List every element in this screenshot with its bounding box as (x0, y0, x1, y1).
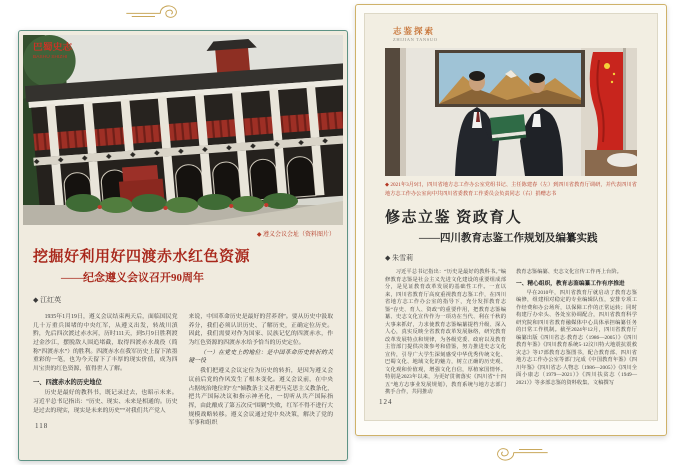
left-body-column-1 (33, 313, 178, 429)
left-article-subtitle: ——纪念遵义会议召开90周年 (61, 272, 204, 284)
paragraph: 来说，中国革命历史是最好的营养剂”。要从历史中汲取养分，我们必须认识历史、了解历史，正确定位历史。因此，我们需要对作为国家、民族记忆的四渡赤水，作为红色资源的四渡赤水给予恰当的历史定位。 (188, 314, 333, 347)
section-heading: 一、四渡赤水的历史地位 (33, 378, 102, 386)
cloud-ornament-icon (488, 443, 550, 465)
right-page-number: 124 (379, 398, 393, 406)
paragraph: 教育志鉴编纂、史志文化宣传工作再上台阶。 (516, 269, 622, 276)
left-article-title: 挖掘好利用好四渡赤水红色资源 (33, 249, 251, 265)
photo-watermark: 巴蜀史志 (32, 42, 73, 53)
italic-subheading: （一）在党史上的地位：是中国革命历史转折的关键一役 (188, 349, 333, 365)
right-article-title: 修志立鉴 资政育人 (385, 210, 523, 227)
cloud-ornament-icon (124, 1, 186, 23)
right-article-author: ◆ 朱雪莉 (385, 254, 414, 263)
right-body-column-1 (385, 269, 506, 398)
photo-watermark-sub: BASHU SHIZHI (32, 55, 68, 60)
right-page (355, 4, 667, 436)
paragraph: 1935年1月19日，遵义会议结束两天后，面临国民党几十万重兵围堵的中央红军，从遵义出发，转战川滇黔，先后四次渡过赤水河，历时111天，到5月9日胜利渡过金沙江，摆脱敌人围追堵截，取得四渡赤水战役（简称“四渡赤水”）的胜利。四渡赤水在我军历史上留下浓墨重彩的一笔，也为今天留下了丰厚的现实价值，成为四川宝贵的红色资源，值得世人了解。 (33, 314, 178, 373)
donation-ceremony-photo (385, 48, 637, 176)
left-article-author: ◆ 江红英 (33, 296, 62, 304)
section-pinyin: ZHIJIAN TANSUO (393, 36, 438, 42)
donation-ceremony-photo (385, 48, 637, 176)
left-body-columns (33, 313, 333, 429)
right-body-columns (385, 269, 637, 398)
section-heading: 一、精心组织，教育志鉴编纂工作有序推进 (516, 280, 625, 287)
left-photo-caption: ◆ 遵义会议会址（资料图片） (256, 232, 335, 238)
zunyi-building-photo (23, 35, 343, 225)
left-page-number: 118 (35, 422, 49, 430)
left-page (18, 30, 348, 461)
zunyi-building-photo (23, 35, 343, 225)
cloud-ornament-icon (488, 446, 550, 465)
right-article-subtitle: ——四川教育志鉴工作规划及编纂实践 (419, 233, 598, 245)
section-name: 志鉴探索 (393, 26, 436, 36)
right-page-panel (364, 13, 658, 421)
section-header (393, 27, 657, 42)
cloud-ornament-icon (124, 1, 186, 20)
paragraph: 我们把遵义会议定位为历史的转折，是因为遵义会议前后党的作风发生了根本变化。遵义会议前，在中央占据统治地位的“左”倾教条主义者把马克思主义教条化，把共产国际决议和指示神圣化，一切听从共产国际指挥，由此酿成了第五次反“围剿”失败，红军不得不进行大规模战略转移。遵义会议通过党中央决策，解决了党的军事和组织 (188, 368, 333, 427)
right-photo-caption: ◆ 2021年3月9日，四川省地方志工作办公室党组书记、主任陈建春（左）到四川省教育厅调研，并代表四川省地方志工作办公室向中共四川省委教育工作委员会负责同志（右）捐赠志书 (385, 181, 637, 197)
paragraph: 历史是最好的教科书，既记录过去，也昭示未来。习近平总书记指出：“历史、现实、未来是相通的。历史是过去的现实，现实是未来的历史”“对我们共产党人 (33, 390, 178, 414)
right-body-column-2 (516, 269, 637, 398)
paragraph: 习近平总书记指出：“历史是最好的教科书。”编修教育志鉴是社会主义先进文化建设的重要组成部分，是见证教育改革发展的基础性工作。一直以来，四川省教育厅高度重视教育志鉴工作，在四川省地方志工作办公室的指导下，充分发挥教育志鉴“存史、育人、资政”的重要作用，把教育志鉴编纂、史志文化宣传作为一项功在当代、利在千秋的大事来抓好，力求使教育志鉴编纂提档升级、深入人心，真实反映全省教育改革发展脉络，研究教育改革发展特点和规律，为各级党委、政府以及教育主管部门提供决策参考和借鉴，努力推进史志文化宣传，引导广大学生深刻感受中华优秀传统文化、巴蜀文化、地域文化的魅力，树立正确的历史观、文化观和价值观，增强文化自信，厚植家国情怀。特别是2023年以来，为更好贯彻落实《四川省“十四五”地方志事业发展规划》，教育系统与地方志部门携手合作，共同推动 (385, 269, 506, 396)
paragraph: 早在2010年，四川省教育厅就启动了教育志鉴编修，组建相对稳定的专业编辑队伍，安排专项工作经费和办公场所，以保障工作的正常运转；同时构建厅办牵头、各处室协调配合，四川省教育科学研究院和四川省教育融媒体中心具体承担编纂任务的日常工作机制。截至2024年12月，四川省教育厅编纂出版《四川省志·教育志（1986—2005）》《四川教育年鉴》《四川教育系统5·12汶川特大地震抗震救灾志》等17部教育志鉴图书，配合教育部、四川省地方志工作办公室等部门完成《中国教育年鉴》《四川年鉴》《四川省志·人物志（1986—2005）》《四川全面小康志（1979—2021）》《四川扶贫志（1949—2021）》等多部志鉴的资料收集、文稿撰写 (516, 289, 637, 386)
left-body-column-2 (189, 313, 334, 429)
